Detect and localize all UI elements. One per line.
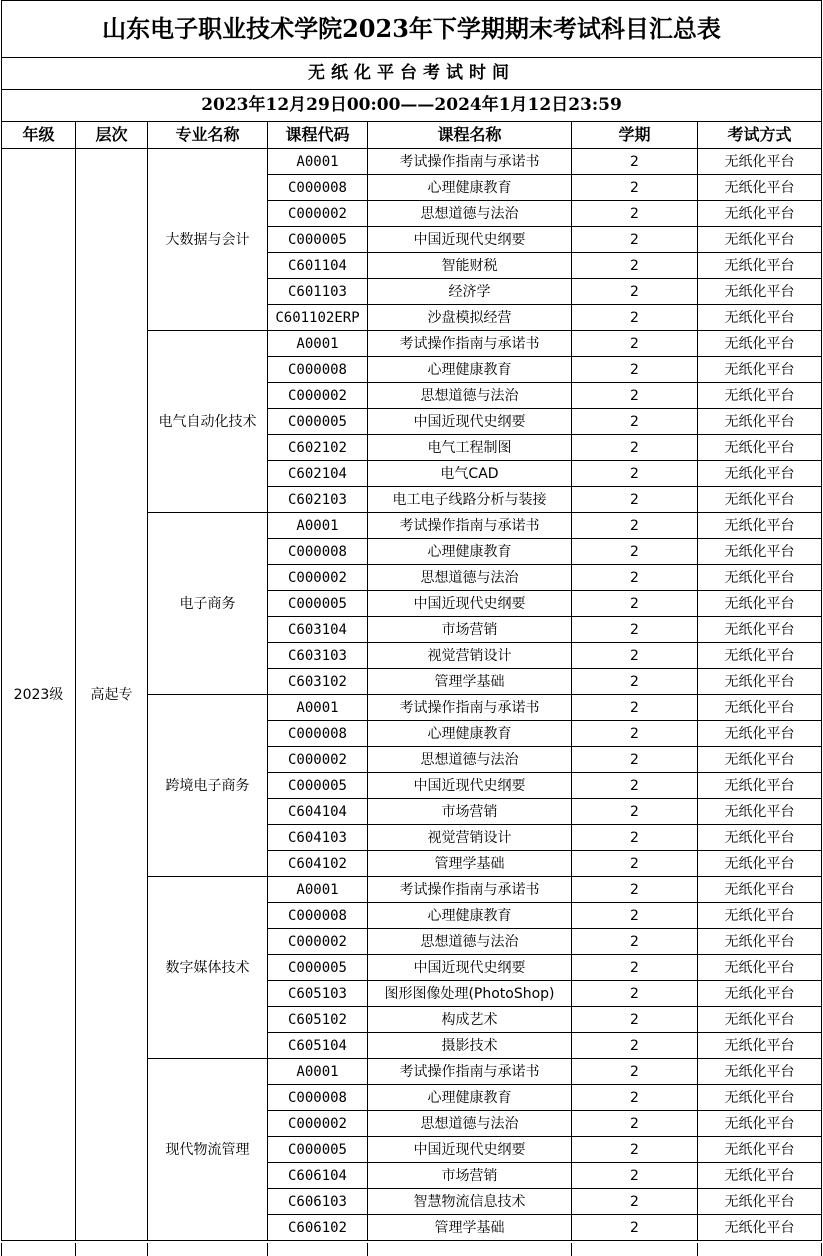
term-cell: 2 — [572, 253, 698, 279]
course-name-cell: 视觉营销设计 — [368, 643, 572, 669]
course-name-cell: 考试操作指南与承诺书 — [368, 331, 572, 357]
exam-method-cell: 无纸化平台 — [698, 1059, 822, 1085]
course-name-cell: 管理学基础 — [368, 669, 572, 695]
term-cell: 2 — [572, 409, 698, 435]
course-code-cell: C000008 — [268, 357, 368, 383]
term-cell: 2 — [572, 669, 698, 695]
course-code-cell: C603103 — [268, 643, 368, 669]
header-grade: 年级 — [2, 122, 76, 149]
course-code-cell: C605102 — [268, 1007, 368, 1033]
course-code-cell: C000008 — [268, 539, 368, 565]
term-cell: 2 — [572, 487, 698, 513]
exam-method-cell: 无纸化平台 — [698, 669, 822, 695]
course-name-cell: 视觉营销设计 — [368, 825, 572, 851]
exam-method-cell: 无纸化平台 — [698, 1085, 822, 1111]
term-cell: 2 — [572, 1215, 698, 1241]
exam-method-cell: 无纸化平台 — [698, 279, 822, 305]
course-name-cell: 市场营销 — [368, 617, 572, 643]
header-term: 学期 — [572, 122, 698, 149]
course-name-cell: 心理健康教育 — [368, 357, 572, 383]
term-cell: 2 — [572, 201, 698, 227]
term-cell: 2 — [572, 721, 698, 747]
term-cell: 2 — [572, 1059, 698, 1085]
course-code-cell: C603104 — [268, 617, 368, 643]
term-cell: 2 — [572, 799, 698, 825]
term-cell: 2 — [572, 591, 698, 617]
header-row — [2, 122, 822, 149]
exam-method-cell: 无纸化平台 — [698, 981, 822, 1007]
exam-method-cell: 无纸化平台 — [698, 383, 822, 409]
course-code-cell: C000005 — [268, 773, 368, 799]
course-code-cell: C000005 — [268, 955, 368, 981]
empty-trailing-row — [0, 1243, 823, 1256]
course-name-cell: 思想道德与法治 — [368, 565, 572, 591]
term-cell: 2 — [572, 747, 698, 773]
grade-cell: 2023级 — [2, 149, 76, 1241]
course-code-cell: C602103 — [268, 487, 368, 513]
course-name-cell: 中国近现代史纲要 — [368, 409, 572, 435]
course-code-cell: C000008 — [268, 903, 368, 929]
exam-method-cell: 无纸化平台 — [698, 305, 822, 331]
term-cell: 2 — [572, 175, 698, 201]
course-name-cell: 智能财税 — [368, 253, 572, 279]
term-cell: 2 — [572, 929, 698, 955]
term-cell: 2 — [572, 227, 698, 253]
table-row — [2, 149, 822, 175]
exam-method-cell: 无纸化平台 — [698, 357, 822, 383]
course-code-cell: C000008 — [268, 721, 368, 747]
exam-method-cell: 无纸化平台 — [698, 773, 822, 799]
term-cell: 2 — [572, 851, 698, 877]
term-cell: 2 — [572, 981, 698, 1007]
major-name-cell: 电气自动化技术 — [148, 331, 268, 513]
course-code-cell: C000008 — [268, 175, 368, 201]
exam-method-cell: 无纸化平台 — [698, 227, 822, 253]
exam-method-cell: 无纸化平台 — [698, 201, 822, 227]
term-cell: 2 — [572, 617, 698, 643]
course-code-cell: C606102 — [268, 1215, 368, 1241]
course-name-cell: 思想道德与法治 — [368, 383, 572, 409]
course-name-cell: 考试操作指南与承诺书 — [368, 149, 572, 175]
exam-method-cell: 无纸化平台 — [698, 695, 822, 721]
exam-method-cell: 无纸化平台 — [698, 903, 822, 929]
exam-method-cell: 无纸化平台 — [698, 877, 822, 903]
course-code-cell: C000005 — [268, 227, 368, 253]
course-name-cell: 管理学基础 — [368, 1215, 572, 1241]
exam-method-cell: 无纸化平台 — [698, 1215, 822, 1241]
course-name-cell: 思想道德与法治 — [368, 1111, 572, 1137]
term-cell: 2 — [572, 1007, 698, 1033]
term-cell: 2 — [572, 773, 698, 799]
exam-method-cell: 无纸化平台 — [698, 799, 822, 825]
exam-method-cell: 无纸化平台 — [698, 331, 822, 357]
course-name-cell: 经济学 — [368, 279, 572, 305]
course-name-cell: 市场营销 — [368, 799, 572, 825]
course-name-cell: 考试操作指南与承诺书 — [368, 513, 572, 539]
term-cell: 2 — [572, 461, 698, 487]
course-code-cell: C606103 — [268, 1189, 368, 1215]
exam-method-cell: 无纸化平台 — [698, 253, 822, 279]
exam-method-cell: 无纸化平台 — [698, 435, 822, 461]
term-cell: 2 — [572, 955, 698, 981]
term-cell: 2 — [572, 565, 698, 591]
term-cell: 2 — [572, 1163, 698, 1189]
term-cell: 2 — [572, 435, 698, 461]
course-code-cell: C000005 — [268, 591, 368, 617]
exam-method-cell: 无纸化平台 — [698, 929, 822, 955]
course-code-cell: C601103 — [268, 279, 368, 305]
term-cell: 2 — [572, 1111, 698, 1137]
course-name-cell: 思想道德与法治 — [368, 929, 572, 955]
course-name-cell: 沙盘模拟经营 — [368, 305, 572, 331]
course-name-cell: 心理健康教育 — [368, 721, 572, 747]
term-cell: 2 — [572, 1189, 698, 1215]
exam-summary-table — [1, 0, 822, 1241]
major-name-cell: 大数据与会计 — [148, 149, 268, 331]
course-code-cell: A0001 — [268, 149, 368, 175]
level-cell: 高起专 — [76, 149, 148, 1241]
exam-method-cell: 无纸化平台 — [698, 591, 822, 617]
course-name-cell: 中国近现代史纲要 — [368, 591, 572, 617]
exam-method-cell: 无纸化平台 — [698, 149, 822, 175]
course-code-cell: C000002 — [268, 565, 368, 591]
course-code-cell: A0001 — [268, 513, 368, 539]
term-cell: 2 — [572, 539, 698, 565]
course-code-cell: C000002 — [268, 929, 368, 955]
course-code-cell: C601104 — [268, 253, 368, 279]
exam-method-cell: 无纸化平台 — [698, 851, 822, 877]
exam-method-cell: 无纸化平台 — [698, 175, 822, 201]
course-name-cell: 心理健康教育 — [368, 903, 572, 929]
term-cell: 2 — [572, 695, 698, 721]
exam-method-cell: 无纸化平台 — [698, 721, 822, 747]
exam-method-cell: 无纸化平台 — [698, 617, 822, 643]
course-name-cell: 中国近现代史纲要 — [368, 773, 572, 799]
course-name-cell: 电气CAD — [368, 461, 572, 487]
course-code-cell: A0001 — [268, 331, 368, 357]
course-code-cell: C000005 — [268, 1137, 368, 1163]
exam-method-cell: 无纸化平台 — [698, 487, 822, 513]
course-name-cell: 考试操作指南与承诺书 — [368, 695, 572, 721]
course-name-cell: 市场营销 — [368, 1163, 572, 1189]
term-cell: 2 — [572, 279, 698, 305]
exam-method-cell: 无纸化平台 — [698, 825, 822, 851]
course-code-cell: A0001 — [268, 695, 368, 721]
header-course-code: 课程代码 — [268, 122, 368, 149]
sheet-subtitle: 无纸化平台考试时间 — [2, 58, 822, 90]
exam-method-cell: 无纸化平台 — [698, 461, 822, 487]
course-name-cell: 思想道德与法治 — [368, 201, 572, 227]
course-code-cell: C000002 — [268, 747, 368, 773]
course-name-cell: 智慧物流信息技术 — [368, 1189, 572, 1215]
course-name-cell: 思想道德与法治 — [368, 747, 572, 773]
exam-method-cell: 无纸化平台 — [698, 539, 822, 565]
course-code-cell: C605103 — [268, 981, 368, 1007]
exam-method-cell: 无纸化平台 — [698, 513, 822, 539]
exam-method-cell: 无纸化平台 — [698, 1189, 822, 1215]
course-code-cell: C604102 — [268, 851, 368, 877]
course-code-cell: C603102 — [268, 669, 368, 695]
course-code-cell: C602102 — [268, 435, 368, 461]
exam-method-cell: 无纸化平台 — [698, 409, 822, 435]
course-name-cell: 图形图像处理(PhotoShop) — [368, 981, 572, 1007]
course-name-cell: 电气工程制图 — [368, 435, 572, 461]
term-cell: 2 — [572, 383, 698, 409]
course-code-cell: C000002 — [268, 1111, 368, 1137]
course-code-cell: A0001 — [268, 1059, 368, 1085]
course-code-cell: C604103 — [268, 825, 368, 851]
sheet-title: 山东电子职业技术学院2023年下学期期末考试科目汇总表 — [2, 1, 822, 58]
header-level: 层次 — [76, 122, 148, 149]
term-cell: 2 — [572, 513, 698, 539]
course-code-cell: C601102ERP — [268, 305, 368, 331]
course-name-cell: 心理健康教育 — [368, 1085, 572, 1111]
term-cell: 2 — [572, 1085, 698, 1111]
exam-method-cell: 无纸化平台 — [698, 1137, 822, 1163]
header-exam-method: 考试方式 — [698, 122, 822, 149]
course-name-cell: 心理健康教育 — [368, 175, 572, 201]
course-name-cell: 考试操作指南与承诺书 — [368, 877, 572, 903]
course-name-cell: 管理学基础 — [368, 851, 572, 877]
exam-method-cell: 无纸化平台 — [698, 747, 822, 773]
exam-method-cell: 无纸化平台 — [698, 1163, 822, 1189]
course-code-cell: C000008 — [268, 1085, 368, 1111]
exam-method-cell: 无纸化平台 — [698, 643, 822, 669]
exam-method-cell: 无纸化平台 — [698, 1111, 822, 1137]
term-cell: 2 — [572, 149, 698, 175]
exam-method-cell: 无纸化平台 — [698, 1033, 822, 1059]
major-name-cell: 数字媒体技术 — [148, 877, 268, 1059]
course-code-cell: C000002 — [268, 201, 368, 227]
term-cell: 2 — [572, 305, 698, 331]
course-code-cell: C604104 — [268, 799, 368, 825]
major-name-cell: 跨境电子商务 — [148, 695, 268, 877]
course-code-cell: C602104 — [268, 461, 368, 487]
course-name-cell: 中国近现代史纲要 — [368, 227, 572, 253]
major-name-cell: 现代物流管理 — [148, 1059, 268, 1241]
exam-method-cell: 无纸化平台 — [698, 955, 822, 981]
course-code-cell: C606104 — [268, 1163, 368, 1189]
course-name-cell: 构成艺术 — [368, 1007, 572, 1033]
course-name-cell: 电工电子线路分析与装接 — [368, 487, 572, 513]
term-cell: 2 — [572, 643, 698, 669]
exam-method-cell: 无纸化平台 — [698, 565, 822, 591]
course-code-cell: A0001 — [268, 877, 368, 903]
course-name-cell: 中国近现代史纲要 — [368, 1137, 572, 1163]
course-name-cell: 摄影技术 — [368, 1033, 572, 1059]
term-cell: 2 — [572, 357, 698, 383]
course-name-cell: 心理健康教育 — [368, 539, 572, 565]
course-name-cell: 中国近现代史纲要 — [368, 955, 572, 981]
term-cell: 2 — [572, 903, 698, 929]
header-course-name: 课程名称 — [368, 122, 572, 149]
course-name-cell: 考试操作指南与承诺书 — [368, 1059, 572, 1085]
term-cell: 2 — [572, 331, 698, 357]
term-cell: 2 — [572, 1033, 698, 1059]
header-major-name: 专业名称 — [148, 122, 268, 149]
major-name-cell: 电子商务 — [148, 513, 268, 695]
term-cell: 2 — [572, 1137, 698, 1163]
course-code-cell: C000005 — [268, 409, 368, 435]
term-cell: 2 — [572, 825, 698, 851]
course-code-cell: C000002 — [268, 383, 368, 409]
exam-method-cell: 无纸化平台 — [698, 1007, 822, 1033]
term-cell: 2 — [572, 877, 698, 903]
course-code-cell: C605104 — [268, 1033, 368, 1059]
exam-time-range: 2023年12月29日00:00——2024年1月12日23:59 — [2, 90, 822, 122]
